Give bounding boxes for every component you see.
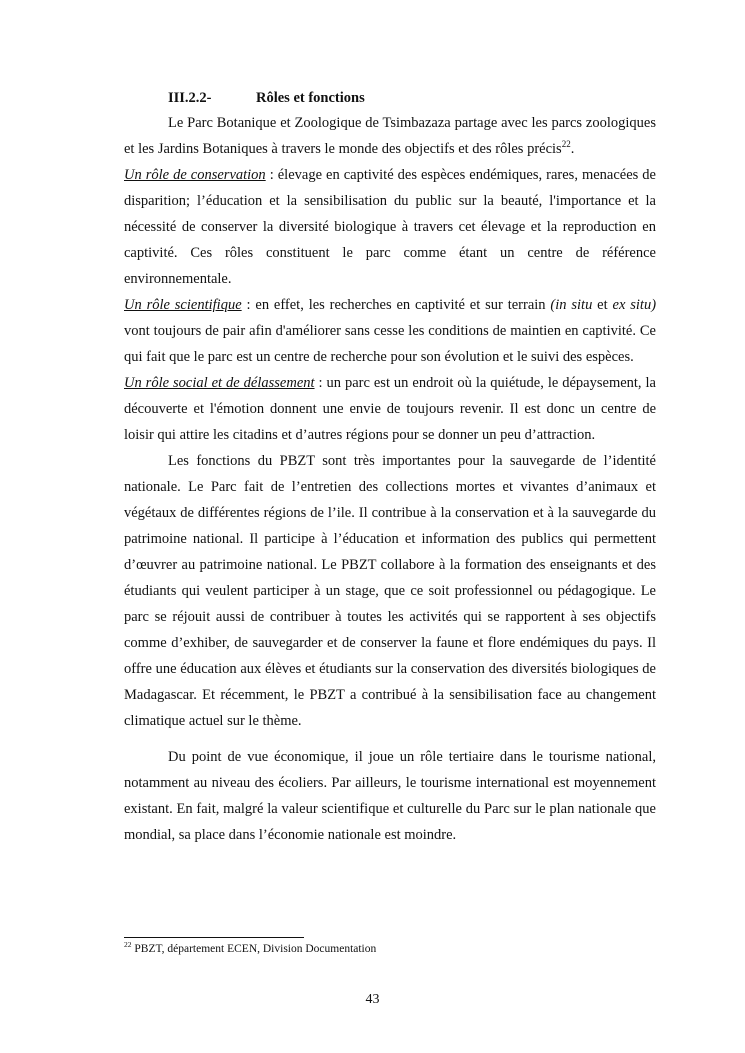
footnote xyxy=(124,941,376,957)
section-number: III.2.2- xyxy=(168,90,212,106)
conservation-label: Un rôle de conservation xyxy=(124,167,266,183)
footnote-separator xyxy=(124,937,304,938)
footnote-ref: 22 xyxy=(561,139,571,150)
footnote-text: PBZT, département ECEN, Division Documentation xyxy=(131,943,377,955)
scientifique-paragraph xyxy=(124,292,656,370)
page-number: 43 xyxy=(365,992,380,1007)
intro-paragraph xyxy=(124,110,656,162)
section-title: Rôles et fonctions xyxy=(256,90,365,106)
scientifique-text-a: : en effet, les recherches en captivité et sur terrain xyxy=(241,297,551,313)
scientifique-text-b: vont toujours de pair afin d'améliorer sans cesse les conditions de maintien en captivité. Ce qui fait que le parc est un centre de recherche pour son évolution et le suivi des espèces. xyxy=(124,323,656,365)
in-situ: (in situ xyxy=(550,297,593,313)
intro-end: . xyxy=(570,141,575,157)
fonctions-paragraph: Les fonctions du PBZT sont très importantes pour la sauvegarde de l’identité nationale. Le Parc fait de l’entretien des collections mortes et vivantes d’animaux et végétaux de différentes régions de l’ile. Il contribue à la conservation et à la sauvegarde du patrimoine national. Il participe à l’éducation et information des publics qui permettent d’œuvrer au patrimoine national. Le PBZT collabore à la formation des enseignants et des étudiants qui veulent participer à un stage, que ce soit professionnel ou pédagogique. Le parc se réjouit aussi de contribuer à toutes les activités qui se rapportent à ses objectifs comme d’exhiber, de sauvegarder et de conserver la faune et flore endémiques du pays. Il offre une éducation aux élèves et étudiants sur la conservation des diversités biologiques de Madagascar. Et récemment, le PBZT a contribué à la sensibilisation face au changement climatique actuel sur le thème. xyxy=(124,453,656,729)
page-body xyxy=(124,86,656,848)
scientifique-label: Un rôle scientifique xyxy=(124,297,242,313)
ex-situ: ex situ) xyxy=(612,297,657,313)
conservation-text: : élevage en captivité des espèces endémiques, rares, menacées de disparition; l’éducation et la sensibilisation du public sur la beauté, l'importance et la nécessité de conserver la diversité biologique à travers cet élevage et la reproduction en captivité. Ces rôles constituent le parc comme étant un centre de référence environnementale. xyxy=(124,167,656,287)
social-label: Un rôle social et de délassement xyxy=(124,375,315,391)
scientifique-et: et xyxy=(592,297,613,313)
intro-text: Le Parc Botanique et Zoologique de Tsimbazaza partage avec les parcs zoologiques et les Jardins Botaniques à travers le monde des objectifs et des rôles précis xyxy=(124,115,656,157)
conservation-paragraph xyxy=(124,162,656,292)
section-heading xyxy=(124,86,656,110)
social-text: : un parc est un endroit où la quiétude, le dépaysement, la découverte et l'émotion donnent une envie de toujours revenir. Il est donc un centre de loisir qui attire les citadins et d’autres régions pour se donner un peu d’attraction. xyxy=(124,375,656,443)
economique-paragraph: Du point de vue économique, il joue un rôle tertiaire dans le tourisme national, notamment au niveau des écoliers. Par ailleurs, le tourisme international est moyennement existant. En fait, malgré la valeur scientifique et culturelle du Parc sur le plan nationale que mondial, sa place dans l’économie nationale est moindre. xyxy=(124,749,656,843)
footnote-number: 22 xyxy=(124,940,132,950)
social-paragraph xyxy=(124,370,656,448)
